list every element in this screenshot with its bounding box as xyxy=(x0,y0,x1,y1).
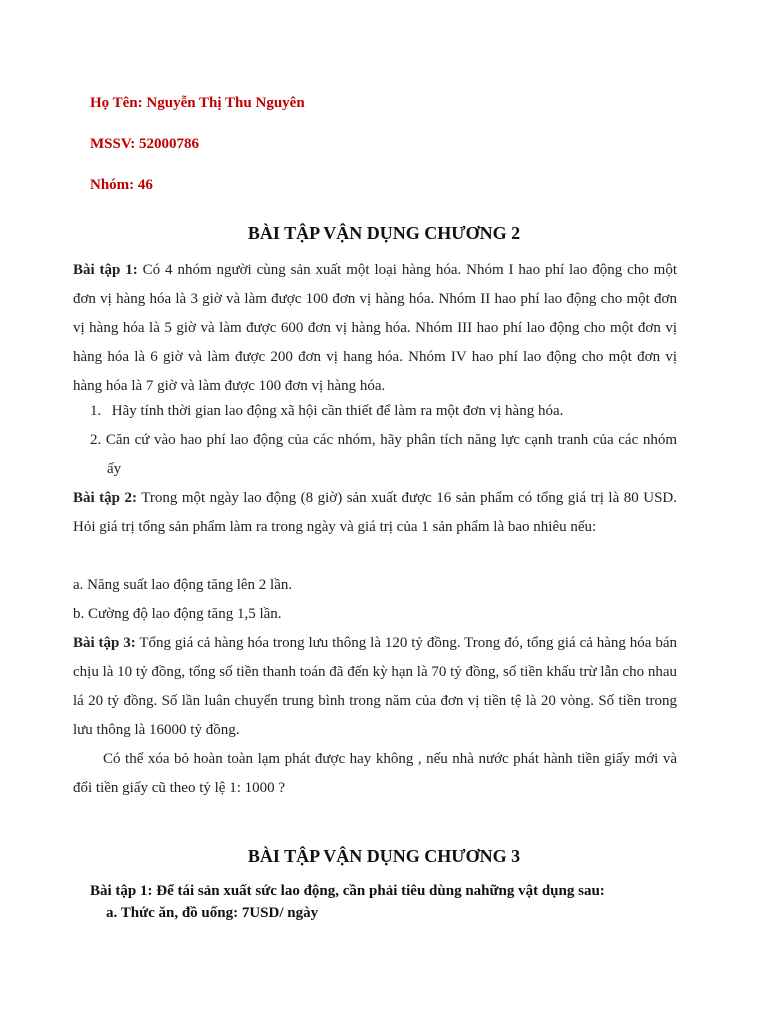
exercise-1-text: Có 4 nhóm người cùng sản xuất một loại hàng hóa. Nhóm I hao phí lao động cho một đơn vị hàng hóa là 3 giờ và làm được 100 đơn vị hàng hóa. Nhóm II hao phí lao động cho một đơn vị hàng hóa là 5 giờ và làm được 600 đơn vị hàng hóa. Nhóm III hao phí lao động cho một đơn vị hàng hóa là 6 giờ và làm được 200 đơn vị hang hóa. Nhóm IV hao phí lao động cho một đơn vị hàng hóa là 7 giờ và làm được 100 đơn vị hàng hóa. xyxy=(73,262,677,394)
student-group: Nhóm: 46 xyxy=(90,177,153,193)
chapter3-exercise-1: Bài tập 1: Để tái sản xuất sức lao động, cần phải tiêu dùng nahững vật dụng sau: xyxy=(90,883,605,899)
exercise-3-text: Tổng giá cả hàng hóa trong lưu thông là 120 tỷ đồng. Trong đó, tổng giá cả hàng hóa bán chịu là 10 tỷ đồng, tổng số tiền thanh toán đã đến kỳ hạn là 70 tỷ đồng, số tiền khấu trừ lẫn cho nhau lá 20 tỷ đồng. Số lần luân chuyển trung bình trong năm của đơn vị tiền tệ là 20 vòng. Số tiền trong lưu thông là 16000 tỷ đồng. xyxy=(73,635,678,738)
exercise-2 xyxy=(73,484,677,542)
student-name: Họ Tên: Nguyễn Thị Thu Nguyên xyxy=(90,95,305,111)
exercise-2-item-b: b. Cường độ lao động tăng 1,5 lần. xyxy=(73,606,282,622)
exercise-2-text: Trong một ngày lao động (8 giờ) sản xuất được 16 sản phẩm có tổng giá trị là 80 USD. Hỏi giá trị tổng sản phẩm làm ra trong ngày và giá trị của 1 sản phẩm là bao nhiêu nếu: xyxy=(73,490,677,535)
exercise-2-item-a: a. Năng suất lao động tăng lên 2 lần. xyxy=(73,577,293,593)
exercise-3 xyxy=(73,629,677,745)
question-2-number: 2. xyxy=(90,432,102,448)
chapter2-title: BÀI TẬP VẬN DỤNG CHƯƠNG 2 xyxy=(247,223,521,243)
exercise-3-label: Bài tập 3: xyxy=(73,635,136,651)
chapter3-item-a: a. Thức ăn, đồ uống: 7USD/ ngày xyxy=(106,905,319,921)
question-1-text: Hãy tính thời gian lao động xã hội cần thiết để làm ra một đơn vị hàng hóa. xyxy=(111,403,564,419)
exercise-1-label: Bài tập 1: xyxy=(73,262,138,278)
exercise-1-question-1 xyxy=(73,397,677,426)
exercise-2-label: Bài tập 2: xyxy=(73,490,137,506)
chapter3-title: BÀI TẬP VẬN DỤNG CHƯƠNG 3 xyxy=(247,846,521,866)
exercise-1 xyxy=(73,256,677,401)
student-id: MSSV: 52000786 xyxy=(90,136,200,152)
question-1-number: 1. xyxy=(90,403,102,419)
exercise-3-question: Có thể xóa bỏ hoàn toàn lạm phát được hay không , nếu nhà nước phát hành tiền giấy mới và đổi tiền giấy cũ theo tỷ lệ 1: 1000 ? xyxy=(73,751,677,796)
question-2-text: Căn cứ vào hao phí lao động của các nhóm, hãy phân tích năng lực cạnh tranh của các nhóm ấy xyxy=(105,432,677,477)
exercise-1-question-2 xyxy=(73,426,677,484)
